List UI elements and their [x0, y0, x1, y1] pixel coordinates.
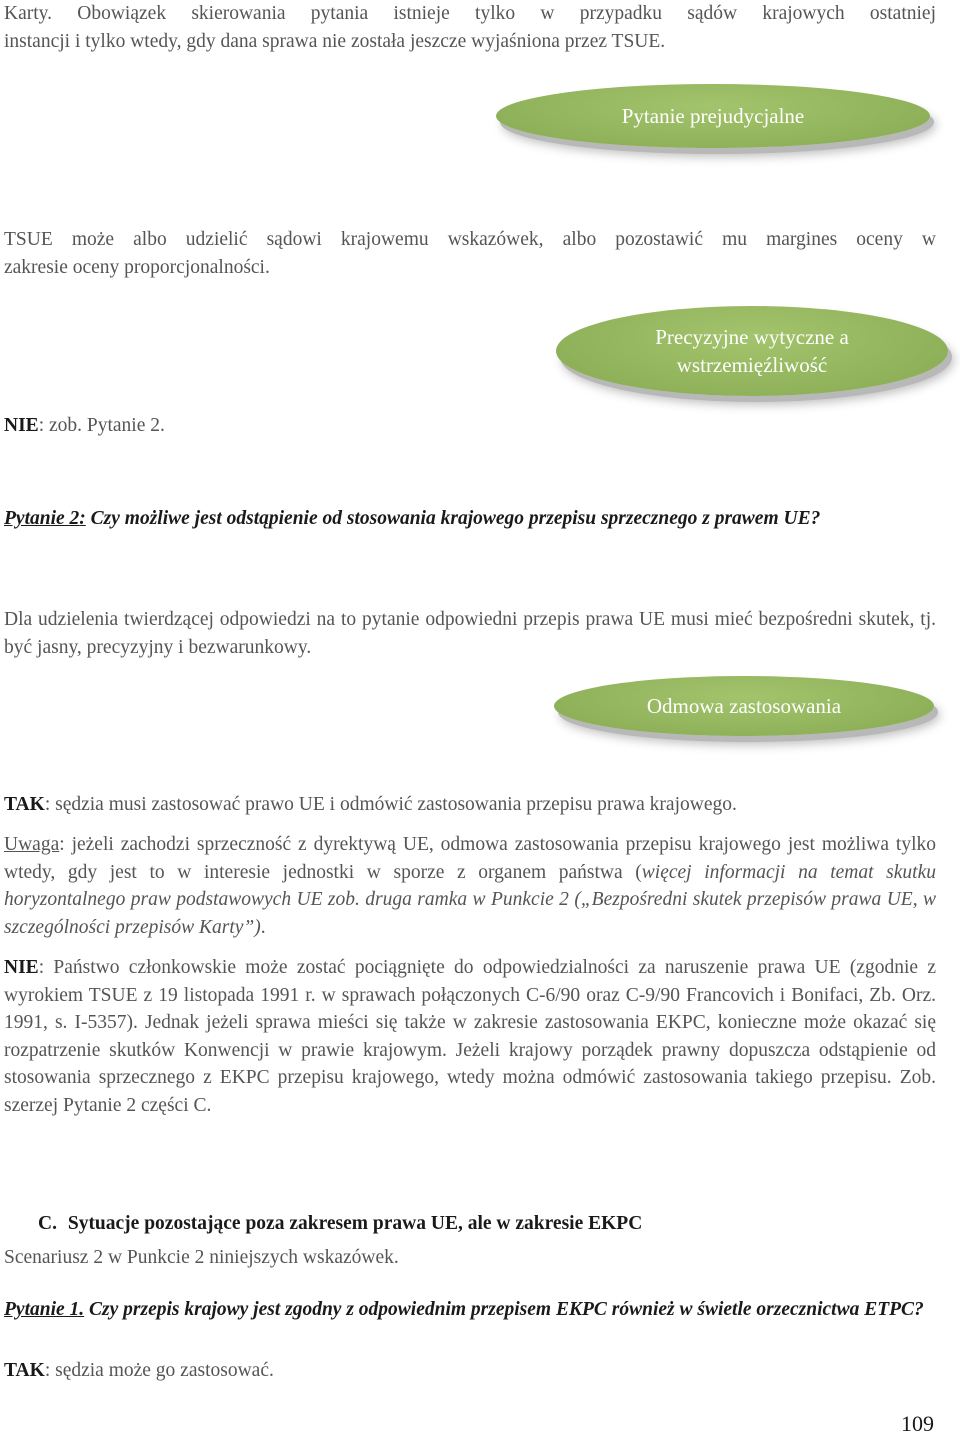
tsue-paragraph-line-2: zakresie oceny proporcjonalności.	[4, 257, 270, 278]
callout-refusal	[554, 676, 934, 736]
callout-precise-guidance	[556, 306, 948, 396]
uwaga-end: .	[260, 916, 266, 938]
tak-paragraph-2	[4, 1357, 936, 1385]
question-2-label: Pytanie 2	[4, 508, 80, 529]
page-number: 109	[901, 1411, 934, 1436]
section-c-letter: C.	[38, 1213, 57, 1234]
nie-text-2: : Państwo członkowskie może zostać pociągnięte do odpowiedzialności za naruszenie prawa UE (zgodnie z wyrokiem TSUE z 19 listopada 1991 r. w sprawach połączonych C-6/90 oraz C-9/90 Francovich i Bonifaci, Zb. Orz. 1991, s. I-5357). Jednak jeżeli sprawa mieści się także w zakresie zastosowania EKPC, konieczne może okazać się rozpatrzenie skutków Konwencji w prawie krajowym. Jeżeli krajowy porządek prawny dopuszcza odstąpienie od stosowania sprzecznego z EKPC przepisu krajowego, wtedy można odmówić zastosowania takiego przepisu. Zob. szerzej Pytanie 2 części C.	[4, 957, 936, 1116]
tak-paragraph-1	[4, 791, 936, 819]
tak-label-1: TAK	[4, 794, 45, 815]
tak-text-1: : sędzia musi zastosować prawo UE i odmówić zastosowania przepisu prawa krajowego.	[44, 794, 737, 815]
intro-line-1: Karty. Obowiązek skierowania pytania istnieje tylko w przypadku sądów krajowych ostatniej	[4, 3, 936, 24]
uwaga-label: Uwaga	[4, 834, 60, 855]
uwaga-paragraph	[4, 831, 936, 941]
uwaga-italic-note: więcej informacji na temat skutku horyzontalnego praw podstawowych UE zob. druga ramka w Punkcie 2 („Bezpośredni skutek przepisów prawa UE, w szczególności przepisów Karty”)	[4, 861, 936, 938]
nie-label: NIE	[4, 415, 39, 436]
question-1-heading	[4, 1296, 936, 1324]
section-c-heading	[38, 1210, 918, 1238]
tsue-paragraph-line-1: TSUE może albo udzielić sądowi krajowemu wskazówek, albo pozostawić mu margines oceny w	[4, 229, 936, 250]
question-1-text: Czy przepis krajowy jest zgodny z odpowiednim przepisem EKPC również w świetle orzecznictwa ETPC?	[84, 1299, 924, 1320]
section-c-scenario: Scenariusz 2 w Punkcie 2 niniejszych wskazówek.	[4, 1247, 399, 1268]
callout-preliminary-question	[496, 84, 930, 148]
intro-line-2: instancji i tylko wtedy, gdy dana sprawa nie została jeszcze wyjaśniona przez TSUE.	[4, 31, 666, 52]
section-c-title: Sytuacje pozostające poza zakresem prawa UE, ale w zakresie EKPC	[67, 1213, 643, 1234]
direct-effect-paragraph: Dla udzielenia twierdzącej odpowiedzi na to pytanie odpowiedni przepis prawa UE musi mieć bezpośredni skutek, tj. być jasny, precyzyjny i bezwarunkowy.	[4, 609, 936, 658]
question-2-heading	[4, 505, 936, 533]
nie-paragraph	[4, 954, 936, 1119]
nie-reference	[4, 412, 404, 440]
callout-refusal-label: Odmowa zastosowania	[646, 694, 842, 718]
callout-preliminary-label: Pytanie prejudycjalne	[621, 104, 805, 128]
question-2-text: Czy możliwe jest odstąpienie od stosowania krajowego przepisu sprzecznego z prawem UE?	[85, 508, 821, 529]
question-2-colon: :	[79, 508, 86, 529]
tak-label-2: TAK	[4, 1360, 45, 1381]
tak-text-2: : sędzia może go zastosować.	[44, 1360, 274, 1381]
callout-precise-line-2: wstrzemięźliwość	[676, 353, 828, 377]
uwaga-text: : jeżeli zachodzi sprzeczność z dyrektywą UE, odmowa zastosowania przepisu krajowego jest możliwa tylko wtedy, gdy jest to w interesie jednostki w sporze z organem państwa (	[4, 834, 936, 883]
nie-reference-text: : zob. Pytanie 2.	[38, 415, 165, 436]
nie-label-2: NIE	[4, 957, 39, 978]
question-1-label: Pytanie 1.	[4, 1299, 85, 1320]
callout-precise-line-1: Precyzyjne wytyczne a	[655, 325, 849, 349]
